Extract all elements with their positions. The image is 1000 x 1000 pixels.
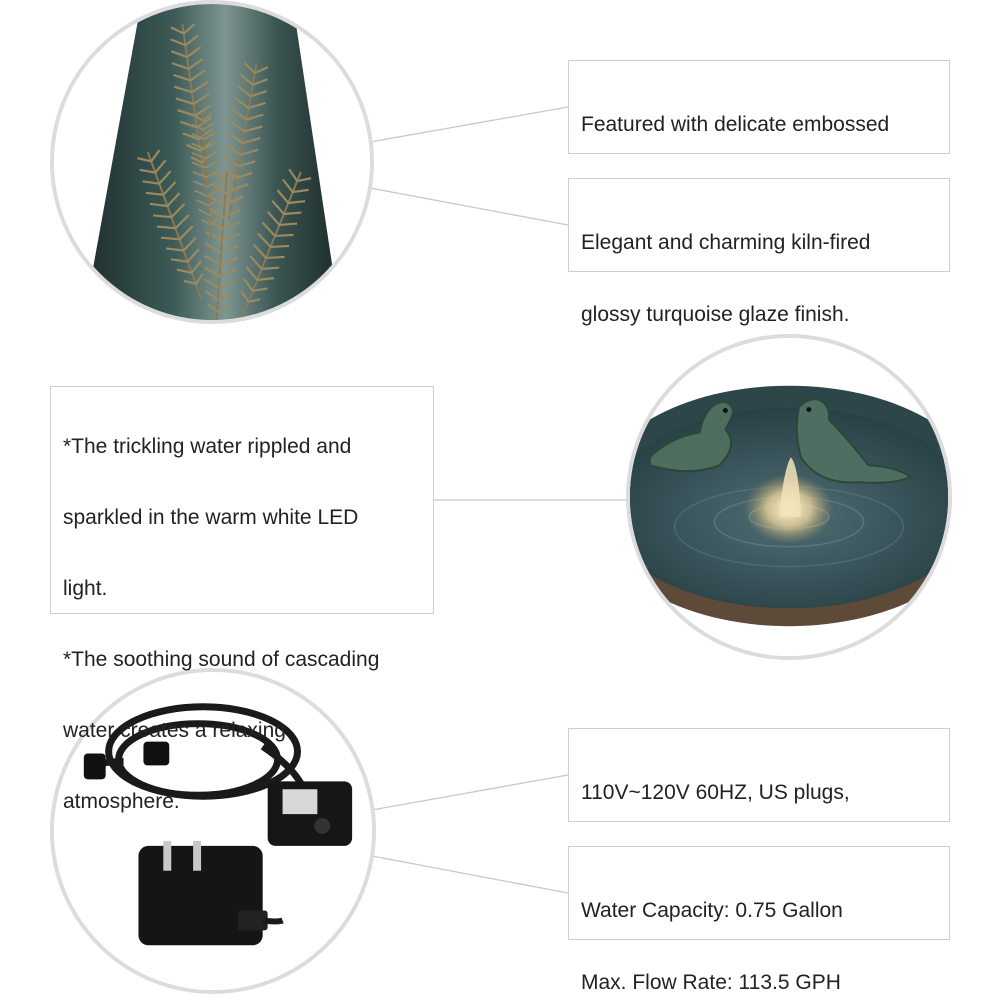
texture-line-1: Featured with delicate embossed	[581, 113, 890, 136]
water-callout	[50, 386, 434, 813]
glaze-line-2: glossy turquoise glaze finish.	[581, 303, 850, 326]
power-line-1: 110V~120V 60HZ, US plugs,	[581, 781, 850, 804]
glaze-line-1: Elegant and charming kiln-fired	[581, 231, 871, 254]
power-callout	[568, 728, 950, 822]
glaze-callout	[568, 178, 950, 326]
water-line-1: *The trickling water rippled and	[63, 434, 352, 458]
water-line-2: sparkled in the warm white LED	[63, 505, 359, 529]
water-line-3: light.	[63, 576, 108, 600]
vase-texture-image	[50, 0, 374, 324]
connector-texture	[370, 107, 568, 142]
capacity-callout	[568, 846, 950, 994]
connector-glaze	[370, 188, 568, 225]
capacity-line-1: Water Capacity: 0.75 Gallon	[581, 899, 843, 922]
water-line-4: *The soothing sound of cascading	[63, 647, 380, 671]
connector-capacity	[372, 856, 568, 893]
water-line-5: water creates a relaxing	[63, 718, 286, 742]
texture-callout	[568, 60, 950, 154]
bird-basin-image	[626, 334, 952, 660]
water-line-6: atmosphere.	[63, 789, 180, 813]
capacity-line-2: Max. Flow Rate: 113.5 GPH	[581, 971, 841, 994]
